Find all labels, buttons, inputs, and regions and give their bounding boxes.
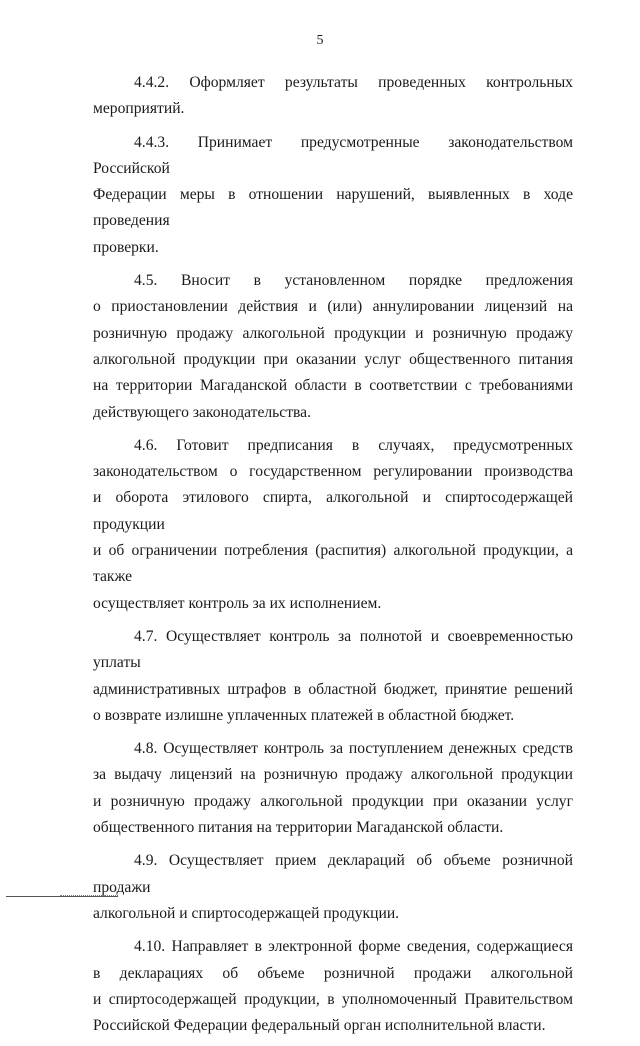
document-body [93, 70, 573, 1046]
paragraph-line-text: алкогольной и спиртосодержащей продукции. [93, 904, 400, 922]
paragraph-line [93, 347, 573, 373]
paragraph-line-text: действующего законодательства. [93, 403, 311, 421]
paragraph-line-text: в декларациях об объеме розничной продажи алкогольной [93, 964, 573, 982]
paragraph-line [93, 703, 573, 729]
paragraph-line [93, 815, 573, 841]
paragraph-line-text: Готовит предписания в случаях, предусмотренных [176, 436, 573, 454]
page-number: 5 [316, 33, 324, 48]
paragraph-4-6 [93, 433, 573, 617]
paragraph-first-line [93, 736, 573, 762]
paragraph-number: 4.10. [134, 938, 166, 956]
paragraph-line [93, 762, 573, 788]
paragraph-line-text: Осуществляет контроль за полнотой и своевременностью уплаты [93, 627, 573, 672]
paragraph-4-10 [93, 934, 573, 1039]
paragraph-line-text: о приостановлении действия и (или) аннулировании лицензий на [93, 298, 573, 316]
paragraph-line [93, 459, 573, 485]
paragraph-line [93, 373, 573, 399]
paragraph-first-line [93, 70, 573, 96]
paragraph-line-text: и спиртосодержащей продукции, в уполномоченный Правительством [93, 990, 573, 1008]
paragraph-line-text: Российской Федерации федеральный орган исполнительной власти. [93, 1017, 546, 1035]
paragraph-line-text: на территории Магаданской области в соответствии с требованиями [93, 377, 573, 395]
footer-rule-dots [60, 895, 118, 896]
paragraph-number: 4.4.3. [134, 133, 170, 151]
paragraph-number: 4.4.2. [134, 74, 170, 91]
paragraph-line-text: общественного питания на территории Магаданской области. [93, 819, 504, 837]
paragraph-line [93, 987, 573, 1013]
paragraph-line-text: розничную продажу алкогольной продукции и розничную продажу [93, 324, 573, 342]
paragraph-line [93, 677, 573, 703]
paragraph-line-text: осуществляет контроль за их исполнением. [93, 594, 382, 612]
footer-rule [6, 896, 118, 897]
paragraph-line [93, 789, 573, 815]
paragraph-line-text: за выдачу лицензий на розничную продажу алкогольной продукции [93, 766, 573, 784]
paragraph-line-text: Федерации меры в отношении нарушений, выявленных в ходе проведения [93, 186, 573, 230]
paragraph-first-line [93, 268, 573, 294]
paragraph-4-4-3 [93, 130, 573, 261]
paragraph-number: 4.6. [134, 436, 158, 454]
paragraph-line [93, 96, 573, 122]
paragraph-4-4-2 [93, 70, 573, 123]
paragraph-line [93, 235, 573, 261]
paragraph-line [93, 485, 573, 538]
paragraph-line [93, 294, 573, 320]
paragraph-line [93, 591, 573, 617]
paragraph-line [93, 961, 573, 987]
paragraph-line [93, 321, 573, 347]
paragraph-number: 4.5. [134, 272, 158, 290]
paragraph-line [93, 182, 573, 235]
paragraph-4-9 [93, 848, 573, 927]
paragraph-first-line [93, 130, 573, 183]
paragraph-4-5 [93, 268, 573, 426]
paragraph-line-text: и об ограничении потребления (распития) алкогольной продукции, а также [93, 542, 573, 586]
paragraph-line [93, 538, 573, 591]
paragraph-line-text: Осуществляет контроль за поступлением денежных средств [163, 740, 574, 758]
paragraph-line-text: и розничную продажу алкогольной продукции при оказании услуг [93, 792, 573, 810]
paragraph-line-text: законодательством о государственном регулировании производства [93, 463, 573, 481]
paragraph-line [93, 400, 573, 426]
paragraph-line-text: Оформляет результаты проведенных контрольных [189, 74, 573, 91]
paragraph-number: 4.7. [134, 627, 158, 645]
paragraph-line-text: Осуществляет прием деклараций об объеме розничной продажи [93, 852, 573, 896]
paragraph-line-text: Направляет в электронной форме сведения, содержащиеся [171, 938, 573, 956]
paragraph-4-7 [93, 624, 573, 729]
paragraph-first-line [93, 934, 573, 960]
paragraph-line-text: Вносит в установленном порядке предложения [181, 272, 573, 290]
paragraph-number: 4.9. [134, 852, 158, 870]
paragraph-line-text: о возврате излишне уплаченных платежей в областной бюджет. [93, 706, 515, 724]
paragraph-number: 4.8. [134, 740, 158, 758]
paragraph-line [93, 1013, 573, 1039]
paragraph-line-text: мероприятий. [93, 100, 185, 118]
paragraph-line-text: Принимает предусмотренные законодательством Российской [93, 133, 573, 177]
paragraph-line-text: и оборота этилового спирта, алкогольной и спиртосодержащей продукции [93, 489, 573, 533]
paragraph-first-line [93, 624, 573, 677]
paragraph-line-text: проверки. [93, 238, 159, 256]
paragraph-first-line [93, 848, 573, 901]
paragraph-line-text: административных штрафов в областной бюджет, принятие решений [93, 680, 573, 698]
paragraph-first-line [93, 433, 573, 459]
paragraph-line-text: алкогольной продукции при оказании услуг общественного питания [93, 350, 573, 368]
paragraph-4-8 [93, 736, 573, 841]
